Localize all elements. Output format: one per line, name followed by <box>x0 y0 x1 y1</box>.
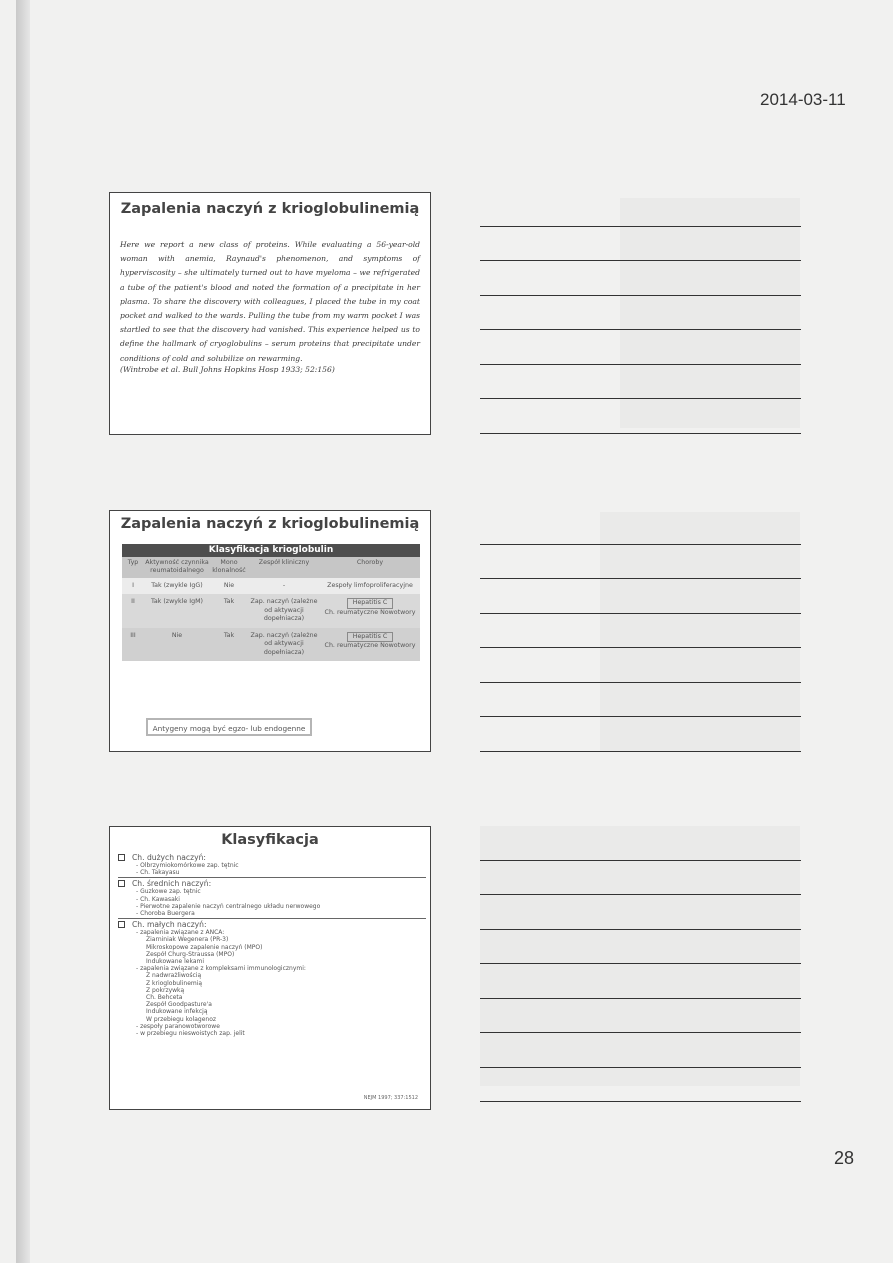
group-heading: Ch. średnich naczyń: <box>132 879 212 889</box>
list-item: Zespół Churg-Straussa (MPO) <box>146 950 235 958</box>
table-header-row <box>122 557 420 578</box>
cell-choroby-rest: Ch. reumatyczne Nowotwory <box>324 642 416 649</box>
note-line <box>480 1068 801 1103</box>
checkbox-bullet-icon <box>118 880 125 887</box>
note-line <box>480 330 801 365</box>
cell-mono: Tak <box>210 594 248 628</box>
note-line <box>480 826 801 861</box>
slide-title: Zapalenia naczyń z krioglobulinemią <box>120 201 420 217</box>
list-item: Zespół Goodpasture'a <box>146 1001 212 1009</box>
column-header: Aktywność czynnika reumatoidalnego <box>144 557 210 578</box>
hepatitis-highlight: Hepatitis C <box>347 632 394 643</box>
note-line <box>480 964 801 999</box>
notes-lines-slide3 <box>480 826 801 1102</box>
note-line <box>480 261 801 296</box>
table-title: Klasyfikacja krioglobulin <box>122 544 420 557</box>
group-medium-vessels <box>118 877 426 917</box>
cell-choroby-rest: Ch. reumatyczne Nowotwory <box>324 608 416 616</box>
list-item: Z krioglobulinemią <box>146 979 203 987</box>
notes-lines-slide2 <box>480 510 801 752</box>
quote-text: Here we report a new class of proteins. While evaluating a 56-year-old woman with anemia, Raynaud's phenomenon, and symptoms of hyperviscosity – she ultimately turned out to have myeloma – we refrigerated a tube of the patient's blood and noted the formation of a precipitate in her plasma. To share the discovery with colleagues, I placed the tube in my coat pocket and walked to the wards. Pulling the tube from my warm pocket I was startled to see that the discovery had vanished. This experience helped us to define the hallmark of cryoglobulins – serum proteins that precipitate under conditions of cold and solubilize on rewarming. <box>120 240 420 363</box>
slide-title: Zapalenia naczyń z krioglobulinemią <box>120 516 420 532</box>
note-line <box>480 227 801 262</box>
note-line <box>480 545 801 580</box>
list-item: Z pokrzywką <box>146 986 185 994</box>
slide-cryoglobulin-classification <box>109 510 431 752</box>
cell-zespol: Zap. naczyń (zależne od aktywacji dopełniacza) <box>248 628 320 662</box>
list-item: - Pierwotne zapalenie naczyń centralnego układu nerwowego <box>136 902 321 910</box>
notes-lines-slide1 <box>480 192 801 434</box>
cryoglobulin-table <box>122 544 420 661</box>
reference-note: NEJM 1997; 337:1512 <box>363 1095 418 1101</box>
cell-typ: II <box>122 594 144 628</box>
note-line <box>480 399 801 434</box>
table-row <box>122 628 420 662</box>
group-heading: Ch. dużych naczyń: <box>132 853 206 862</box>
list-item: Indukowane infekcją <box>146 1008 208 1016</box>
cell-choroby <box>320 594 420 628</box>
page-edge-shadow <box>16 0 30 1263</box>
column-header: Typ <box>122 557 144 578</box>
list-item: Z nadwrażliwością <box>146 972 202 980</box>
antigen-note: Antygeny mogą być egzo- lub endogenne <box>146 718 312 736</box>
cell-typ: I <box>122 578 144 595</box>
quote-citation: (Wintrobe et al. Bull Johns Hopkins Hosp 1933; 52:156) <box>120 365 335 374</box>
cell-aktywnosc: Nie <box>144 628 210 662</box>
cell-zespol: Zap. naczyń (zależne od aktywacji dopełniacza) <box>248 594 320 628</box>
list-item: - Olbrzymiokomórkowe zap. tętnic <box>136 862 239 869</box>
list-item: Ziarniniak Wegenera (PR-3) <box>146 936 229 944</box>
slide-title: Klasyfikacja <box>221 832 319 848</box>
column-header: Mono klonalność <box>210 557 248 578</box>
list-item: W przebiegu kolagenoz <box>146 1015 217 1023</box>
page-number: 28 <box>834 1148 855 1168</box>
cell-choroby <box>320 628 420 662</box>
table-row <box>122 578 420 595</box>
checkbox-bullet-icon <box>118 921 125 928</box>
note-line <box>480 930 801 965</box>
note-line <box>480 579 801 614</box>
note-line <box>480 192 801 227</box>
list-item: - Choroba Buergera <box>136 910 195 918</box>
table-row <box>122 594 420 628</box>
cell-aktywnosc: Tak (zwykle IgG) <box>144 578 210 595</box>
list-item: Indukowane lekami <box>146 958 205 966</box>
cell-zespol: - <box>248 578 320 595</box>
group-small-vessels <box>118 918 426 1037</box>
cell-aktywnosc: Tak (zwykle IgM) <box>144 594 210 628</box>
slide-cryoglobulin-history <box>109 192 431 435</box>
cell-typ: III <box>122 628 144 662</box>
list-item: - Guzkowe zap. tętnic <box>136 888 201 896</box>
cell-mono: Tak <box>210 628 248 662</box>
list-item: - zapalenia związane z ANCA: <box>136 929 225 937</box>
note-line <box>480 683 801 718</box>
cell-choroby: Zespoły limfoproliferacyjne <box>320 578 420 595</box>
note-line <box>480 861 801 896</box>
list-item: Mikroskopowe zapalenie naczyń (MPO) <box>146 943 263 951</box>
slide-vasculitis-classification <box>109 826 431 1110</box>
note-line <box>480 648 801 683</box>
note-line <box>480 296 801 331</box>
checkbox-bullet-icon <box>118 854 125 861</box>
classification-list <box>118 853 426 1037</box>
list-item: - Ch. Kawasaki <box>136 895 180 903</box>
note-line <box>480 999 801 1034</box>
header-date: 2014-03-11 <box>760 90 846 109</box>
column-header: Choroby <box>320 557 420 578</box>
note-line <box>480 510 801 545</box>
hepatitis-highlight: Hepatitis C <box>347 598 394 609</box>
note-line <box>480 895 801 930</box>
column-header: Zespół kliniczny <box>248 557 320 578</box>
list-item: - zespoły paranowotworowe <box>136 1022 220 1030</box>
group-heading: Ch. małych naczyń: <box>132 920 207 930</box>
list-item: Ch. Behceta <box>146 994 183 1002</box>
list-item: - w przebiegu nieswoistych zap. jelit <box>136 1030 245 1038</box>
list-item: - zapalenia związane z kompleksami immunologicznymi: <box>136 965 306 973</box>
list-item: - Ch. Takayasu <box>136 869 180 877</box>
note-line <box>480 365 801 400</box>
cell-mono: Nie <box>210 578 248 595</box>
note-line <box>480 614 801 649</box>
note-line <box>480 717 801 752</box>
group-large-vessels <box>118 853 426 876</box>
note-line <box>480 1033 801 1068</box>
